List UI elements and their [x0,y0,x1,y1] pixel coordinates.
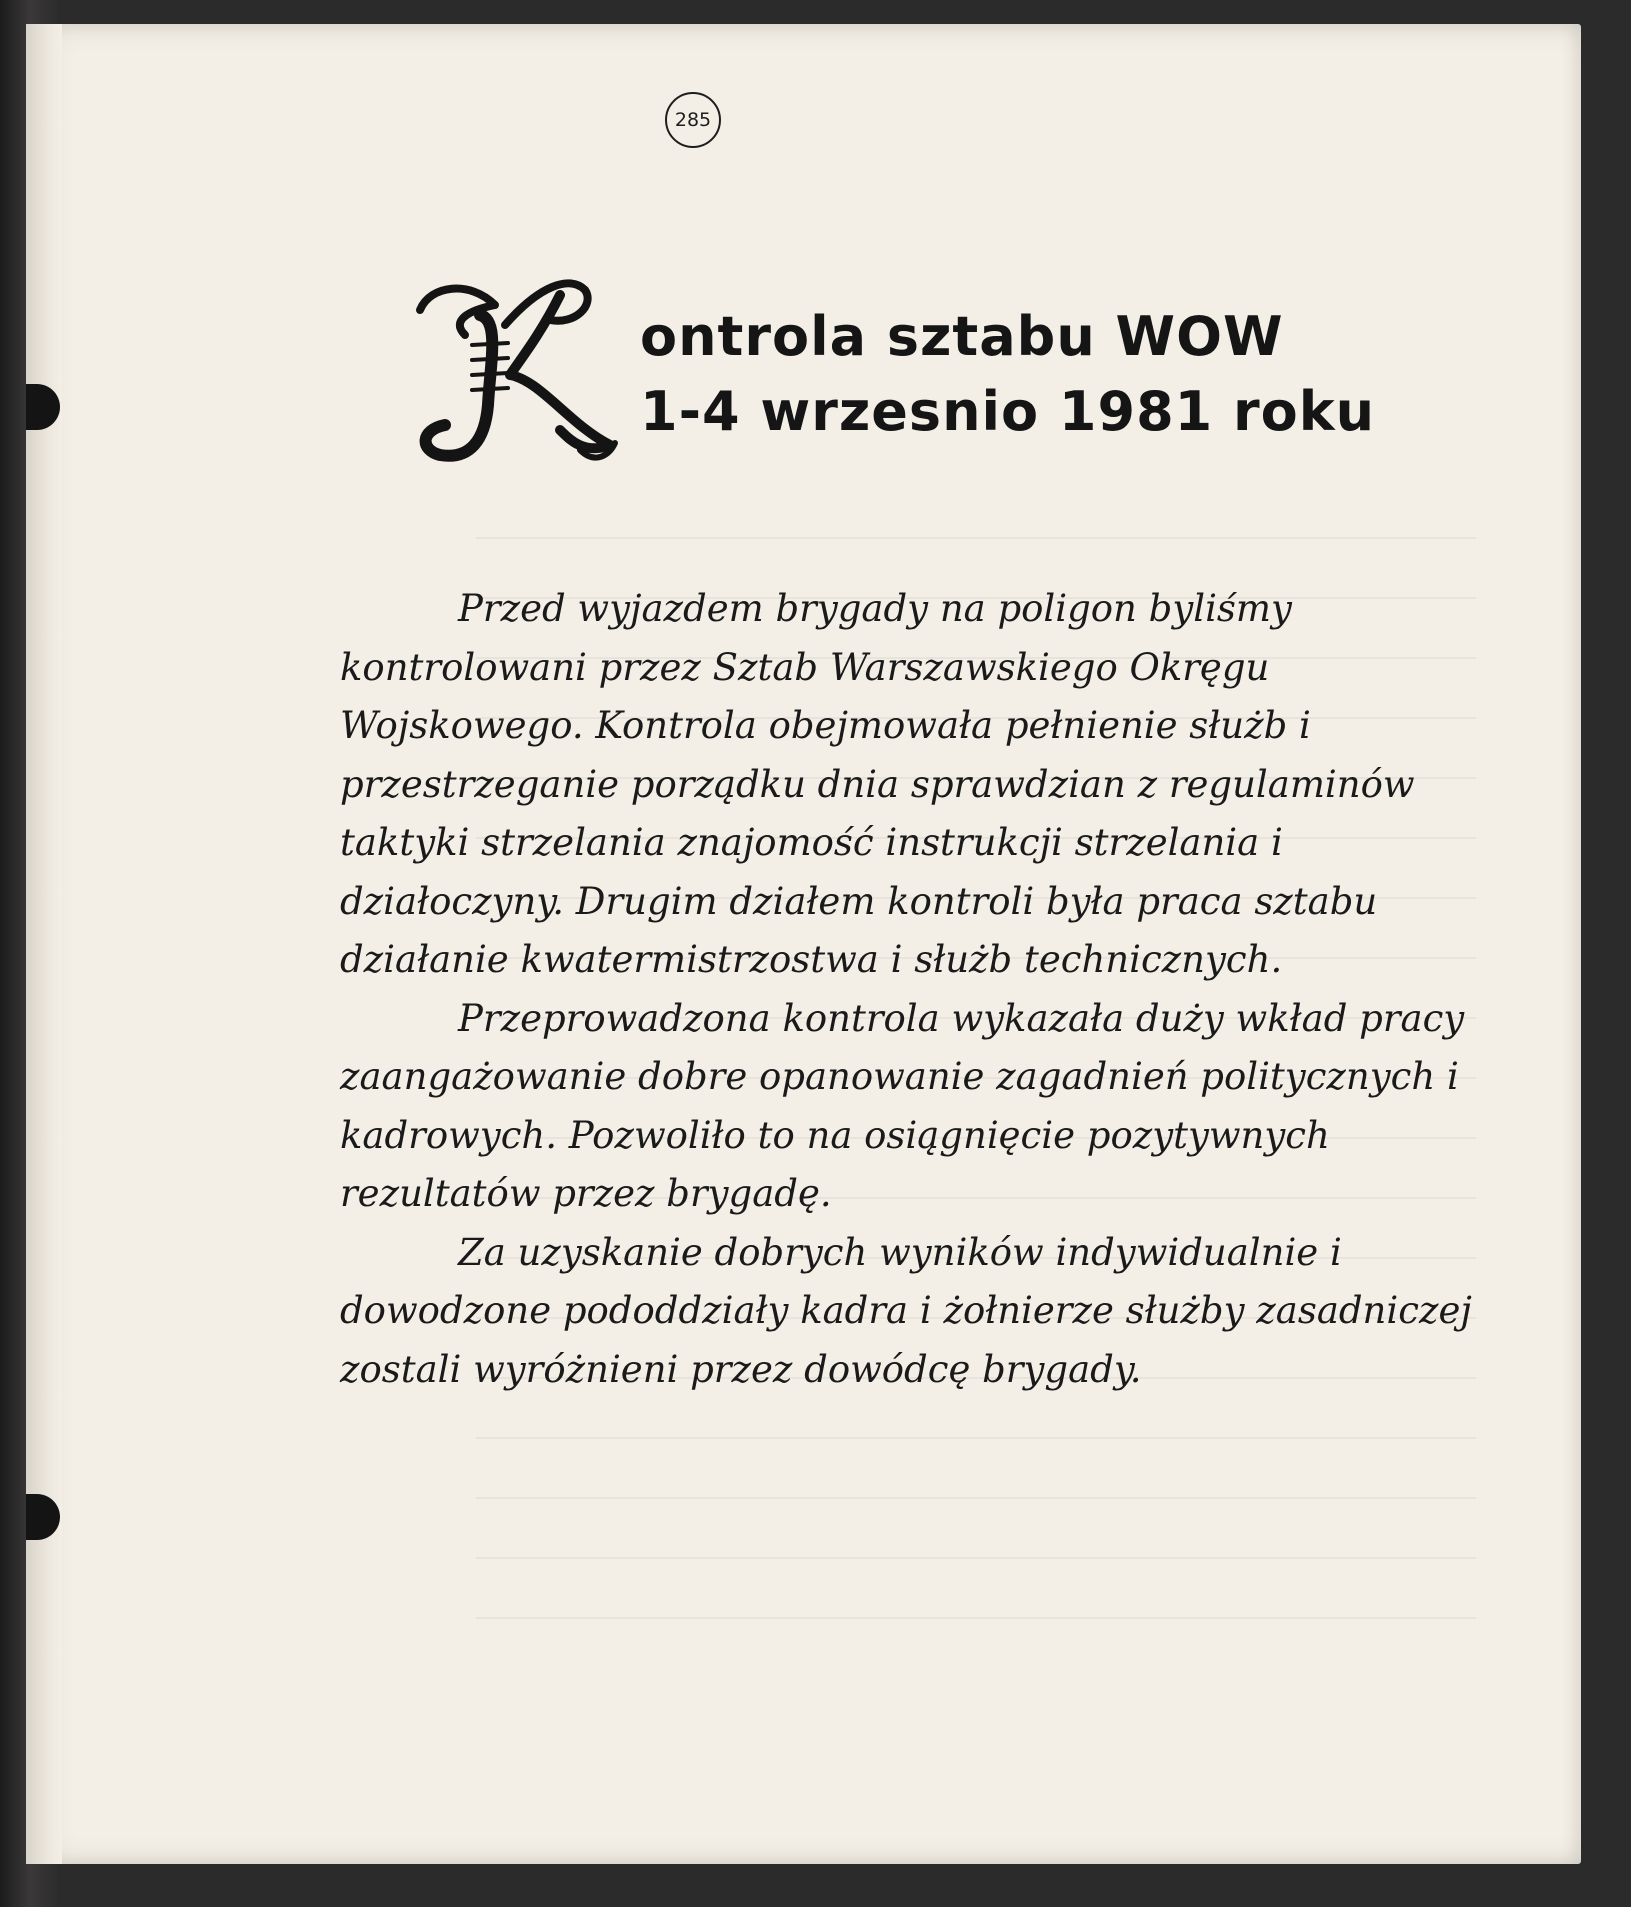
title-line-1: ontrola sztabu WOW [640,305,1284,368]
paragraph-3: Za uzyskanie dobrych wyników indywidualnie i dowodzone pododdziały kadra i żołnierze służby zasadniczej zostali wyróżnieni przez dowódcę brygady. [340,1230,1472,1391]
binding-edge [26,24,62,1864]
decorative-initial [410,265,630,485]
paragraph-1: Przed wyjazdem brygady na poligon byliśmy kontrolowani przez Sztab Warszawskiego Okręgu Wojskowego. Kontrola obejmowała pełnienie służb i przestrzeganie porządku dnia sprawdzian z regulaminów taktyki strzelania znajomość instrukcji strzelania i działoczyny. Drugim działem kontroli była praca sztabu działanie kwatermistrzostwa i służb technicznych. [340,587,1415,981]
title-line-2: 1-4 wrzesnio 1981 roku [640,380,1376,443]
paragraph-2: Przeprowadzona kontrola wykazała duży wkład pracy zaangażowanie dobre opanowanie zagadnień politycznych i kadrowych. Pozwoliło to na osiągnięcie pozytywnych rezultatów przez brygadę. [340,996,1465,1215]
page-number [665,92,721,148]
handwritten-body [340,580,1500,1399]
initial-letter-text: K [410,265,411,266]
page-number-text: 285 [674,109,712,131]
